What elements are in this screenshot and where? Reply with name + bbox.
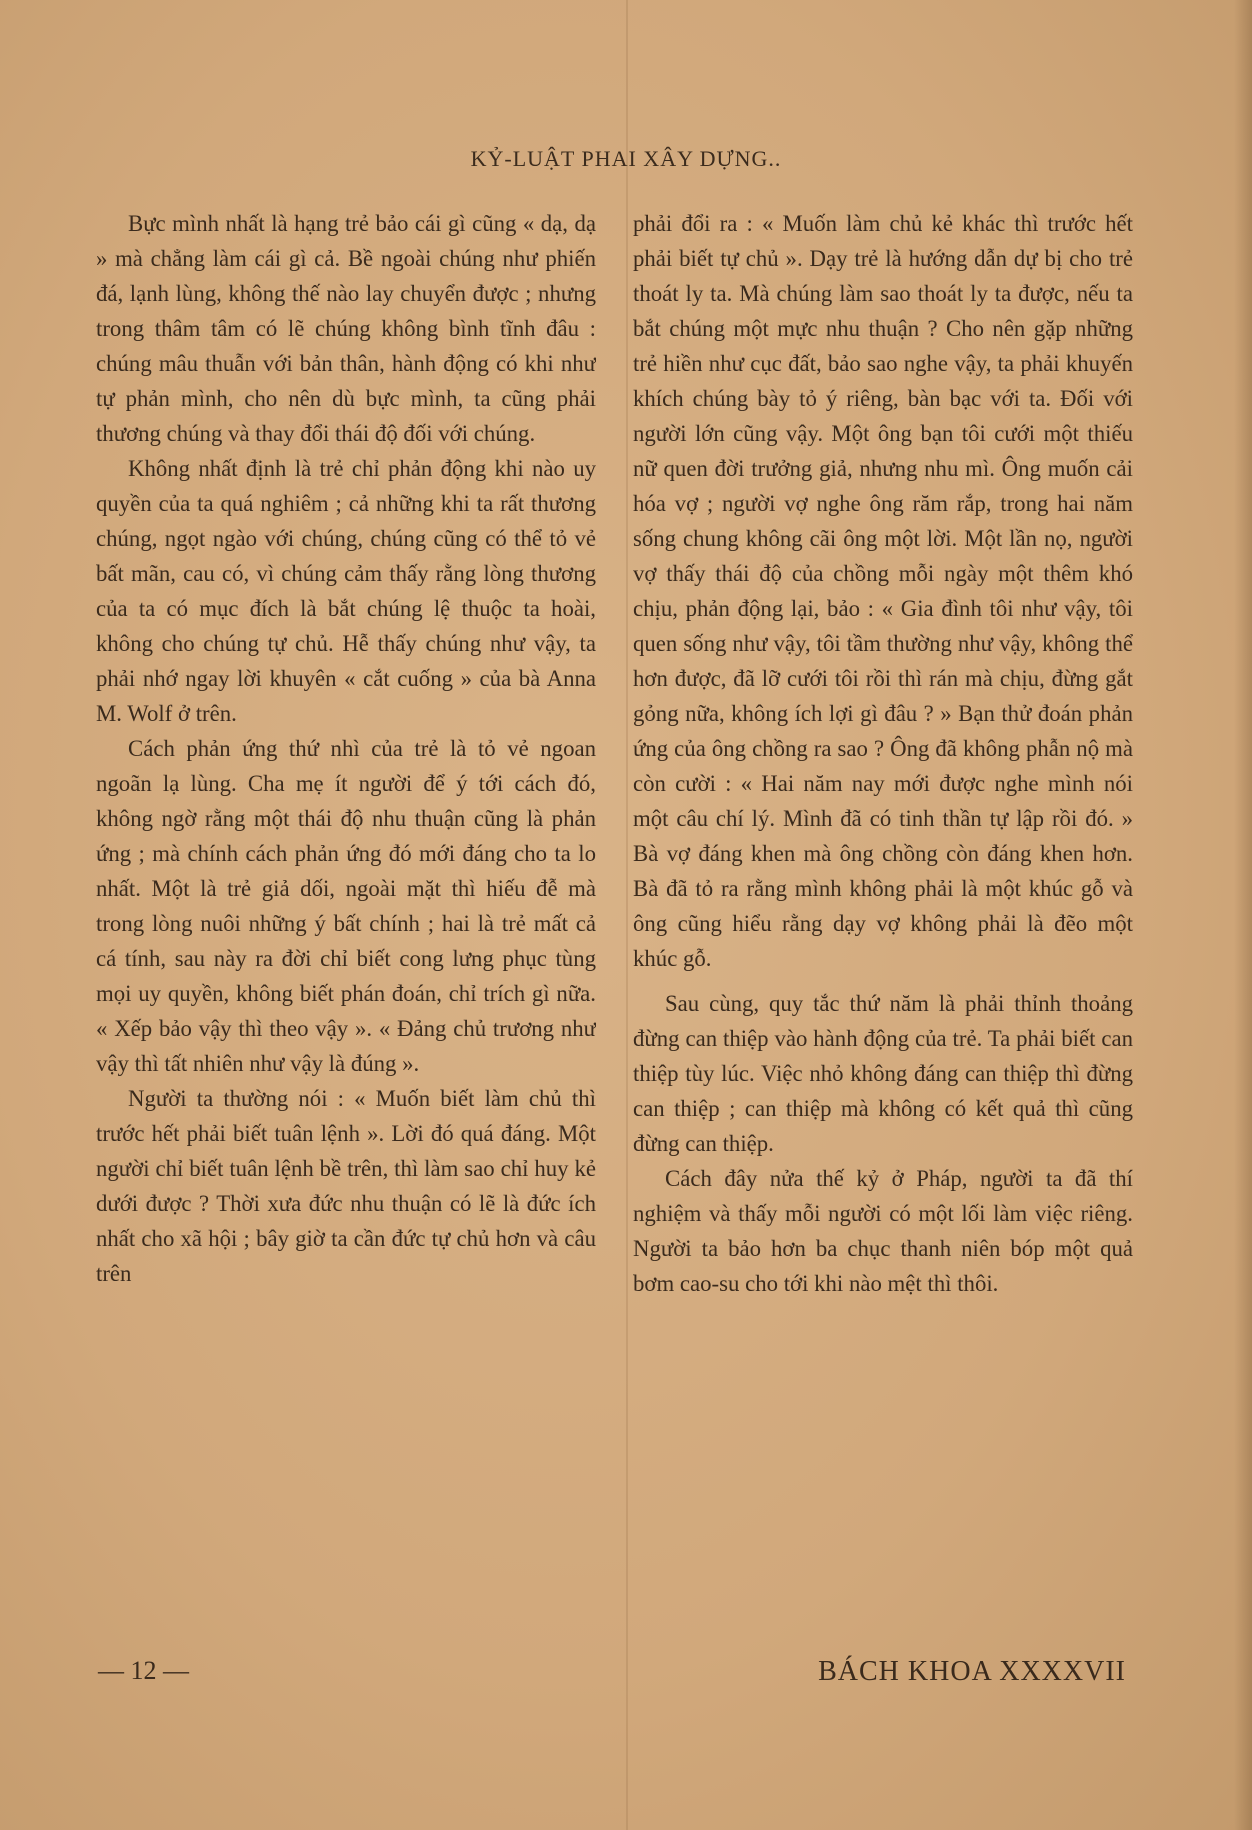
paragraph: Cách đây nửa thế kỷ ở Pháp, người ta đã thí nghiệm và thấy mỗi người có một lối làm việc riêng. Người ta bảo hơn ba chục thanh niên bóp một quả bơm cao-su cho tới khi nào mệt thì thôi.: [633, 1166, 1133, 1296]
page-fold: [626, 0, 628, 1830]
right-column: [633, 206, 1133, 1626]
page-edge-shadow: [1234, 0, 1252, 1830]
paragraph: Cách phản ứng thứ nhì của trẻ là tỏ vẻ ngoan ngoãn lạ lùng. Cha mẹ ít người để ý tới cách đó, không ngờ rằng một thái độ nhu thuận cũng là phản ứng ; mà chính cách phản ứng đó mới đáng cho ta lo nhất. Một là trẻ giả dối, ngoài mặt thì hiếu đễ mà trong lòng nuôi những ý bất chính ; hai là trẻ mất cả cá tính, sau này ra đời chỉ biết cong lưng phục tùng mọi uy quyền, không biết phán đoán, chỉ trích gì nữa. « Xếp bảo vậy thì theo vậy ». « Đảng chủ trương như vậy thì tất nhiên như vậy là đúng ».: [96, 736, 596, 1076]
running-title: KỶ-LUẬT PHAI XÂY DỰNG..: [470, 146, 782, 171]
paragraph: Bực mình nhất là hạng trẻ bảo cái gì cũng « dạ, dạ » mà chẳng làm cái gì cả. Bề ngoài chúng như phiến đá, lạnh lùng, không thế nào lay chuyển được ; nhưng trong thâm tâm có lẽ chúng không bình tĩnh đâu : chúng mâu thuẫn với bản thân, hành động có khi như tự phản mình, cho nên dù bực mình, ta cũng phải thương chúng và thay đổi thái độ đối với chúng.: [96, 211, 596, 446]
paragraph: Sau cùng, quy tắc thứ năm là phải thỉnh thoảng đừng can thiệp vào hành động của trẻ. Ta phải biết can thiệp tùy lúc. Việc nhỏ không đáng can thiệp thì đừng can thiệp ; can thiệp mà không có kết quả thì cũng đừng can thiệp.: [633, 991, 1133, 1156]
paragraph: phải đổi ra : « Muốn làm chủ kẻ khác thì trước hết phải biết tự chủ ». Dạy trẻ là hướng dẫn dự bị cho trẻ thoát ly ta. Mà chúng làm sao thoát ly ta được, nếu ta bắt chúng một mực nhu thuận ? Cho nên gặp những trẻ hiền như cục đất, bảo sao nghe vậy, ta phải khuyến khích chúng bày tỏ ý riêng, bàn bạc với ta. Đối với người lớn cũng vậy. Một ông bạn tôi cưới một thiếu nữ quen đời trưởng giả, nhưng nhu mì. Ông muốn cải hóa vợ ; người vợ nghe ông răm rắp, trong hai năm sống chung không cãi ông một lời. Một lần nọ, người vợ thấy thái độ của chồng mỗi ngày một thêm khó chịu, phản động lại, bảo : « Gia đình tôi như vậy, tôi quen sống như vậy, tôi tầm thường như vậy, không thể hơn được, đã lỡ cưới tôi rồi thì rán mà chịu, đừng gắt gỏng nữa, không ích lợi gì đâu ? » Bạn thử đoán phản ứng của ông chồng ra sao ? Ông đã không phẫn nộ mà còn cười : « Hai năm nay mới được nghe mình nói một câu chí lý. Mình đã có tinh thần tự lập rồi đó. » Bà vợ đáng khen mà ông chồng còn đáng khen hơn. Bà đã tỏ ra rằng mình không phải là một khúc gỗ và ông cũng hiểu rằng dạy vợ không phải là đẽo một khúc gỗ.: [633, 211, 1133, 971]
left-column: [96, 206, 596, 1626]
paragraph: Không nhất định là trẻ chỉ phản động khi nào uy quyền của ta quá nghiêm ; cả những khi ta rất thương chúng, ngọt ngào với chúng, chúng cũng có thể tỏ vẻ bất mãn, cau có, vì chúng cảm thấy rằng lòng thương của ta có mục đích là bắt chúng lệ thuộc ta hoài, không cho chúng tự chủ. Hễ thấy chúng như vậy, ta phải nhớ ngay lời khuyên « cắt cuống » của bà Anna M. Wolf ở trên.: [96, 456, 596, 726]
paragraph: Người ta thường nói : « Muốn biết làm chủ thì trước hết phải biết tuân lệnh ». Lời đó quá đáng. Một người chỉ biết tuân lệnh bề trên, thì làm sao chỉ huy kẻ dưới được ? Thời xưa đức nhu thuận có lẽ là đức ích nhất cho xã hội ; bây giờ ta cần đức tự chủ hơn và câu trên: [96, 1086, 596, 1286]
page-number: — 12 —: [98, 1656, 189, 1685]
journal-name: BÁCH KHOA XXXXVII: [818, 1656, 1126, 1687]
